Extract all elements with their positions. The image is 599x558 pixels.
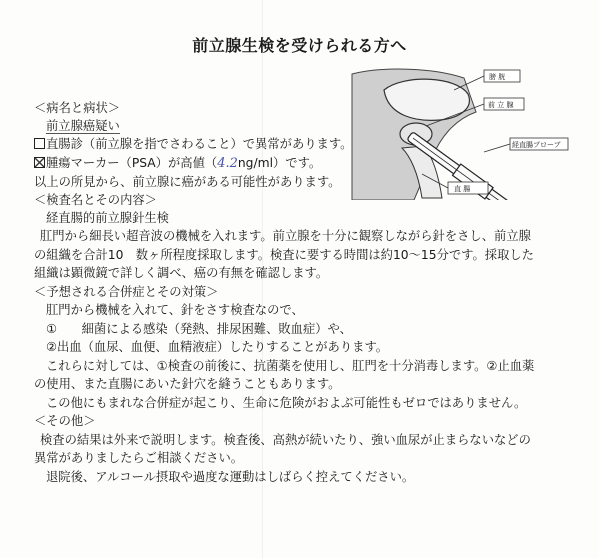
label-bladder: 膀 胱 [489,73,506,81]
disease-summary: 以上の所見から、前立腺に癌がある可能性があります。 [34,175,341,189]
check2-suffix: ng/ml）です。 [237,156,322,170]
complications-paragraph-2: これらに対しては、①検査の前後に、抗菌薬を使用し、肛門を十分消毒します。②止血薬 [46,359,535,373]
disease-name: 前立腺癌疑い [46,119,120,133]
complications-paragraph-4: この他にもまれな合併症が起こり、生命に危険がおよぶ可能性もゼロではありません。 [46,396,527,410]
checkbox-rectal-exam [34,138,45,149]
exam-paragraph-3: 組織は顕微鏡で詳しく調べ、癌の有無を確認します。 [34,266,329,280]
complications-paragraph-3: の使用、また直腸にあいた針穴を縫うこともあります。 [34,377,341,391]
other-paragraph-3: 退院後、アルコール摂取や過度な運動はしばらく控えてください。 [46,470,415,484]
exam-paragraph-2: の組織を合計10 数ヶ所程度採取します。検査に要する時間は約10～15分です。採取した [34,248,534,262]
check2-prefix: 腫瘍マーカー（PSA）が高値（ [46,156,218,170]
label-rectum: 直 腸 [454,185,471,193]
section-heading-exam: ＜検査名とその内容＞ [34,193,157,207]
other-paragraph-2: 異常がありましたらご相談ください。 [34,451,244,465]
label-probe: 経直腸プローブ [512,141,561,149]
exam-paragraph-1: 肛門から細長い超音波の機械を入れます。前立腺を十分に観察しながら針をさし、前立腺 [40,229,531,243]
complications-paragraph-1: 肛門から機械を入れて、針をさす検査なので、 [46,303,304,317]
section-heading-complications: ＜予想される合併症とその対策＞ [34,285,219,299]
check-item-psa [34,156,321,171]
psa-value-handwritten: 4.2 [217,156,238,171]
complication-item-1: ① 細菌による感染（発熱、排尿困難、敗血症）や、 [46,322,352,336]
page-title: 前立腺生検を受けられる方へ [192,36,407,55]
other-paragraph-1: 検査の結果は外来で説明します。検査後、高熱が続いたり、強い血尿が止まらないなどの [40,433,531,447]
exam-name: 経直腸的前立腺針生検 [46,211,169,225]
check-item-rectal-exam [34,137,352,152]
section-heading-disease: ＜病名と病状＞ [34,101,121,115]
check1-text: 直腸診（前立腺を指でさわること）で異常があります。 [46,137,353,151]
complication-item-2: ②出血（血尿、血便、血精液症）したりすることがあります。 [46,340,389,354]
label-prostate: 前 立 腺 [488,101,514,109]
anatomy-diagram [344,60,584,200]
checkbox-psa [34,157,45,168]
section-heading-other: ＜その他＞ [34,414,96,428]
